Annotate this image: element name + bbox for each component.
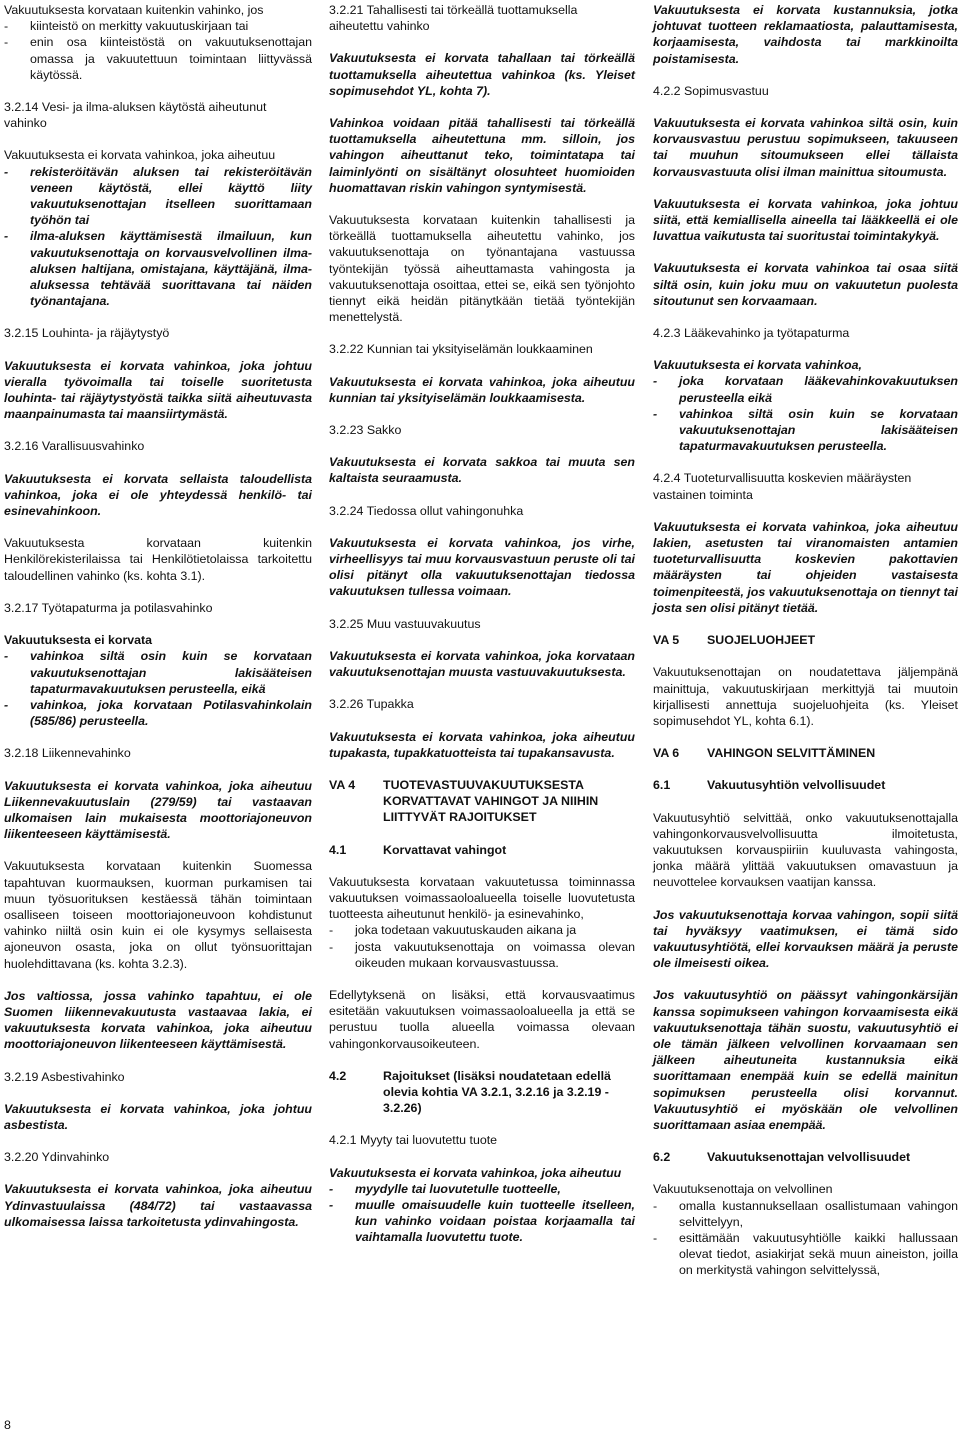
- dash-list: [653, 373, 958, 454]
- exclusion-paragraph: Vakuutuksesta ei korvata sellaista taloudellista vahinkoa, joka ei ole yhteydessä henkilö- tai esinevahinkoon.: [4, 471, 312, 519]
- list-item: - ilma-aluksen käyttämisestä ilmailuun, kun vakuutuksenottaja on korvausvelvollinen ilma-aluksen haltijana, omistajana, käyttäjänä, ilma-aluksessa tehtävää suorittavana tai näiden työnantajana.: [4, 228, 312, 309]
- exclusion-paragraph: Vakuutuksesta ei korvata vahinkoa, joka aiheutuu Ydinvastuulaissa (484/72) tai vastaavassa ulkomaisessa laissa tarkoitetusta ydinvahingosta.: [4, 1182, 312, 1229]
- exclusion-paragraph: Vakuutuksesta ei korvata vahinkoa, joka johtuu siitä, että kemiallisella aineella tai lääkkeellä ei ole luvattua vaikutusta tai suoritustai toimintakykyä.: [653, 196, 958, 244]
- list-item: - josta vakuutuksenottaja on voimassa olevan oikeuden mukaan korvausvastuussa.: [329, 939, 635, 971]
- section-heading: 3.2.20 Ydinvahinko: [4, 1150, 110, 1165]
- chapter-heading: [653, 632, 958, 648]
- column-left: [4, 2, 312, 1246]
- body-paragraph: Vakuutuksesta korvataan kuitenkin Suomessa tapahtuvan kuormauksen, kuorman purkamisen tai muun työsuorituksen kestäessä tähän toimintaan osalliseen toiseen moottoriajoneuvoon kohdistunut vahinko niiltä osin kuin ei ole kysymys sellaisesta ajoneuvon osasta, joka on ollut työnsuorittajan huolehdittavana (ks. kohta 3.2.3).: [4, 859, 312, 971]
- heading-title: Vakuutuksenottajan velvollisuudet: [707, 1150, 911, 1165]
- exclusion-paragraph: Jos vakuutusyhtiö on päässyt vahingonkärsijän kanssa sopimukseen vahingon korvaamisesta eikä vakuutuksenottaja tähän suostu, vakuutusyhtiö ei ole tämän jälkeen velvollinen korvaamaan sen jälkeen aiheutuneita kustannuksia eikä suorittamaan enempää kuin se edellä mainitun sopimuksen perusteella olisi korvannut. Vakuutusyhtiö ei myöskään ole velvollinen suorittamaan asiaa enempää.: [653, 988, 958, 1132]
- exclusion-paragraph: Vakuutuksesta ei korvata vahinkoa, joka korvataan vakuutuksenottajan muusta vastuuvakuutuksesta.: [329, 648, 635, 680]
- section-heading: 3.2.23 Sakko: [329, 423, 402, 438]
- spacer: [4, 83, 312, 99]
- exclusion-paragraph: Vakuutuksesta ei korvata sakkoa tai muuta sen kaltaista seuraamusta.: [329, 455, 635, 486]
- section-heading: 4.2.2 Sopimusvastuu: [653, 83, 769, 98]
- section-heading: 3.2.26 Tupakka: [329, 697, 414, 712]
- exclusion-paragraph: Vakuutuksesta ei korvata vahinkoa, joka aiheutuu Liikennevakuutuslain (279/59) tai vastaavan ulkomaisen lain mukaisesta moottoriajoneuvon liikenteeseen käyttämisestä.: [4, 778, 312, 842]
- exclusion-paragraph: Vakuutuksesta ei korvata vahinkoa, joka johtuu asbestista.: [4, 1101, 312, 1132]
- exclusion-paragraph: Vakuutuksesta ei korvata kustannuksia, jotka johtuvat tuotteen reklamaatiosta, palauttamisesta, korjaamisesta, vaihdosta tai markkinoilta poistamisesta.: [653, 3, 958, 66]
- section-heading: 3.2.17 Työtapaturma ja potilasvahinko: [4, 600, 213, 615]
- section-heading: 3.2.16 Varallisuusvahinko: [4, 439, 145, 454]
- heading-number: VA 4: [329, 777, 356, 792]
- heading-number: 4.1: [329, 842, 347, 857]
- intro-text: Vakuutuksesta ei korvata vahinkoa, joka aiheutuu: [4, 148, 276, 163]
- exclusion-paragraph: Vakuutuksesta ei korvata vahinkoa tai osaa siitä siltä osin, kuin joku muu on vakuutetun puolesta sitoutunut sen korvaamaan.: [653, 261, 958, 308]
- section-heading: 3.2.18 Liikennevahinko: [4, 746, 131, 761]
- heading-title: VAHINGON SELVITTÄMINEN: [707, 746, 876, 761]
- heading-title: SUOJELUOHJEET: [707, 633, 816, 648]
- section-heading: 3.2.25 Muu vastuuvakuutus: [329, 616, 481, 631]
- list-item: - vahinkoa, joka korvataan Potilasvahinkolain (585/86) perusteella.: [4, 697, 312, 729]
- section-heading: 3.2.14 Vesi- ja ilma-aluksen käytöstä aiheutunut vahinko: [4, 100, 267, 131]
- list-item: - vahinkoa siltä osin kuin se korvataan vakuutuksenottajan lakisääteisen tapaturmavakuutuksen perusteella.: [653, 406, 958, 455]
- intro-text: Vakuutuksesta ei korvata vahinkoa,: [653, 358, 862, 373]
- dash-list: [4, 648, 312, 729]
- list-item: - kiinteistö on merkitty vakuutuskirjaan tai: [4, 18, 312, 34]
- chapter-heading: [329, 777, 635, 826]
- list-item: - muulle omaisuudelle kuin tuotteelle itselleen, kun vahinko voidaan poistaa korjaamalla tai vaihtamalla luovutettu tuote.: [329, 1197, 635, 1246]
- chapter-heading: [653, 745, 958, 761]
- body-paragraph: Vakuutuksenottajan on noudatettava jäljempänä mainittuja, vakuutuskirjaan merkittyjä tai muutoin kirjallisesti annettuja suojeluohjeita (ks. Yleiset sopimusehdot YL, kohta 6.1).: [653, 665, 958, 728]
- list-item: - rekisteröitävän aluksen tai rekisteröitävän veneen käytöstä, ellei käyttö liity vakuutuksenottajan itselleen suorittamaan työhön tai: [4, 164, 312, 229]
- heading-number: 6.1: [653, 778, 671, 793]
- list-item: - joka todetaan vakuutuskauden aikana ja: [329, 922, 635, 938]
- exclusion-paragraph: Jos valtiossa, jossa vahinko tapahtuu, ei ole Suomen liikennevakuutusta vastaavaa lakia, ei vakuutuksesta korvata vahinkoa, joka aiheutuu moottoriajoneuvon liikenteeseen käyttämisestä.: [4, 988, 312, 1052]
- body-paragraph: Edellytyksenä on lisäksi, että korvausvaatimus esitetään vakuutuksen voimassaoloalueella ja että se perustuu tuolla alueella voimassa olevaan vahingonkorvausoikeuteen.: [329, 987, 635, 1051]
- section-heading: 3.2.21 Tahallisesti tai törkeällä tuottamuksella aiheutettu vahinko: [329, 3, 578, 34]
- page-number: 8: [4, 1418, 11, 1432]
- list-item: - omalla kustannuksellaan osallistumaan vahingon selvittelyyn,: [653, 1198, 958, 1230]
- intro-text: Vakuutuksenottaja on velvollinen: [653, 1182, 833, 1197]
- body-paragraph: Vakuutusyhtiö selvittää, onko vakuutuksenottajalla vahingonkorvausvelvollisuutta ilmoitetusta, vakuutuksen korvauspiiriin kuuluvasta vahingosta, jonka määrä ylittää vakuutuksen omavastuun ja neuvottelee korvauksen vaatijan kanssa.: [653, 810, 958, 890]
- subsection-heading: [653, 777, 958, 793]
- exclusion-paragraph: Vakuutuksesta ei korvata vahinkoa, joka aiheutuu tupakasta, tupakkatuotteista tai tupakansavusta.: [329, 729, 635, 760]
- section-heading: 3.2.24 Tiedossa ollut vahingonuhka: [329, 503, 524, 518]
- subsection-heading: [653, 1149, 958, 1165]
- section-heading: 4.2.4 Tuoteturvallisuutta koskevien määräysten vastainen toiminta: [653, 471, 912, 502]
- heading-number: 6.2: [653, 1150, 671, 1165]
- dash-list: [329, 922, 635, 971]
- subsection-heading: [329, 1068, 635, 1117]
- heading-title: Vakuutusyhtiön velvollisuudet: [707, 778, 886, 793]
- column-middle: [329, 2, 635, 1262]
- dash-list: [4, 164, 312, 310]
- dash-list: [4, 18, 312, 83]
- heading-number: 4.2: [329, 1068, 347, 1083]
- dash-list: [653, 1198, 958, 1279]
- heading-number: VA 5: [653, 633, 680, 648]
- section-heading: 3.2.15 Louhinta- ja räjäytystyö: [4, 326, 170, 341]
- heading-title: Korvattavat vahingot: [383, 842, 507, 857]
- exclusion-paragraph: Jos vakuutuksenottaja korvaa vahingon, sopii siitä tai hyväksyy vaatimuksen, ei tämä sido vakuutusyhtiötä, ellei korvauksen määrä ja peruste ole ilmeisesti oikea.: [653, 907, 958, 971]
- dash-list: [329, 1181, 635, 1246]
- exclusion-paragraph: Vakuutuksesta ei korvata vahinkoa, joka johtuu vieralla työvoimalla tai toiselle suoritetusta louhinta- tai räjäytystyöstä taikka siitä aiheutuvasta maanpainumasta tai maansiirtymästä.: [4, 358, 312, 422]
- list-item: - joka korvataan lääkevahinkovakuutuksen perusteella eikä: [653, 373, 958, 405]
- intro-text: Vakuutuksesta korvataan vakuutetussa toiminnassa vakuutuksen voimassaoloalueella toiselle luovutetusta tuotteesta aiheutunut henkilö- ja esinevahinko,: [329, 874, 635, 922]
- heading-title: Rajoitukset (lisäksi noudatetaan edellä olevia kohtia VA 3.2.1, 3.2.16 ja 3.2.19 - 3.2.26): [383, 1068, 611, 1116]
- heading-title: TUOTEVASTUUVAKUUTUKSESTA KORVATTAVAT VAHINGOT JA NIIHIN LIITTYVÄT RAJOITUKSET: [383, 777, 599, 825]
- list-item: - myydylle tai luovutetulle tuotteelle,: [329, 1181, 635, 1197]
- exclusion-paragraph: Vahinkoa voidaan pitää tahallisesti tai törkeällä tuottamuksella aiheutettuna mm. silloin, jos vahingon aiheuttanut teko, toimintatapa tai laiminlyönti on sisältänyt olosuhteet huomioiden huomattavan riskin vahingon syntymisestä.: [329, 116, 635, 195]
- section-heading: 3.2.22 Kunnian tai yksityiselämän loukkaaminen: [329, 342, 593, 357]
- intro-text: Vakuutuksesta ei korvata: [4, 633, 153, 648]
- list-item: - esittämään vakuutusyhtiölle kaikki hallussaan olevat tiedot, asiakirjat sekä muun aineiston, joilla on merkitystä vahingon selvittelyssä,: [653, 1230, 958, 1279]
- heading-number: VA 6: [653, 746, 680, 761]
- subsection-heading: [329, 842, 635, 858]
- body-paragraph: Vakuutuksesta korvataan kuitenkin Henkilörekisterilaissa tai Henkilötietolaissa tarkoitettu taloudellinen vahinko (ks. kohta 3.1).: [4, 536, 312, 583]
- column-right: [653, 2, 958, 1295]
- exclusion-paragraph: Vakuutuksesta ei korvata vahinkoa, joka aiheutuu kunnian tai yksityiselämän loukkaamisesta.: [329, 374, 635, 405]
- section-heading: 3.2.19 Asbestivahinko: [4, 1069, 125, 1084]
- intro-text: Vakuutuksesta korvataan kuitenkin vahinko, jos: [4, 3, 264, 17]
- section-heading: 4.2.3 Lääkevahinko ja työtapaturma: [653, 326, 850, 341]
- exclusion-paragraph: Vakuutuksesta ei korvata vahinkoa, jos virhe, virheellisyys tai muu korvausvastuun peruste oli tai olisi pitänyt olla vakuutuksenottajan tiedossa vakuutuksen tullessa voimaan.: [329, 535, 635, 599]
- body-paragraph: Vakuutuksesta korvataan kuitenkin tahallisesti ja törkeällä tuottamuksella aiheutettu vahinko, jos vakuutuksenottaja on työnantajana vastuussa työntekijän työssä aiheuttamasta vahingosta ja vakuutuksenottaja osoittaa, ettei se, eikä sen työnjohto tiennyt eikä heidän pitänytkään tietää työntekijän menettelystä.: [329, 213, 635, 325]
- exclusion-paragraph: Vakuutuksesta ei korvata vahinkoa, joka aiheutuu lakien, asetusten tai viranomaisten antamien tuoteturvallisuutta koskevien pakottavien määräysten tai ohjeiden vastaisesta toimenpiteestä, jos vakuutuksenottaja on tiennyt tai josta sen olisi pitänyt tietää.: [653, 519, 959, 615]
- intro-text: Vakuutuksesta ei korvata vahinkoa, joka aiheutuu: [329, 1165, 622, 1180]
- list-item: - vahinkoa siltä osin kuin se korvataan vakuutuksenottajan lakisääteisen tapaturmavakuutuksen perusteella, eikä: [4, 648, 312, 697]
- section-heading: 4.2.1 Myyty tai luovutettu tuote: [329, 1133, 498, 1148]
- list-item: - enin osa kiinteistöstä on vakuutuksenottajan omassa ja vakuutettuun toimintaan liittyvässä käytössä.: [4, 34, 312, 83]
- exclusion-paragraph: Vakuutuksesta ei korvata vahinkoa siltä osin, kuin korvausvastuu perustuu sopimukseen, takuuseen tai muuhun sitoumukseen ellei tällaista korvausvastuuta olisi ilman mainittua sitoumusta.: [653, 116, 958, 179]
- exclusion-paragraph: Vakuutuksesta ei korvata tahallaan tai törkeällä tuottamuksella aiheutettua vahinkoa (ks. Yleiset sopimusehdot YL, kohta 7).: [329, 51, 635, 98]
